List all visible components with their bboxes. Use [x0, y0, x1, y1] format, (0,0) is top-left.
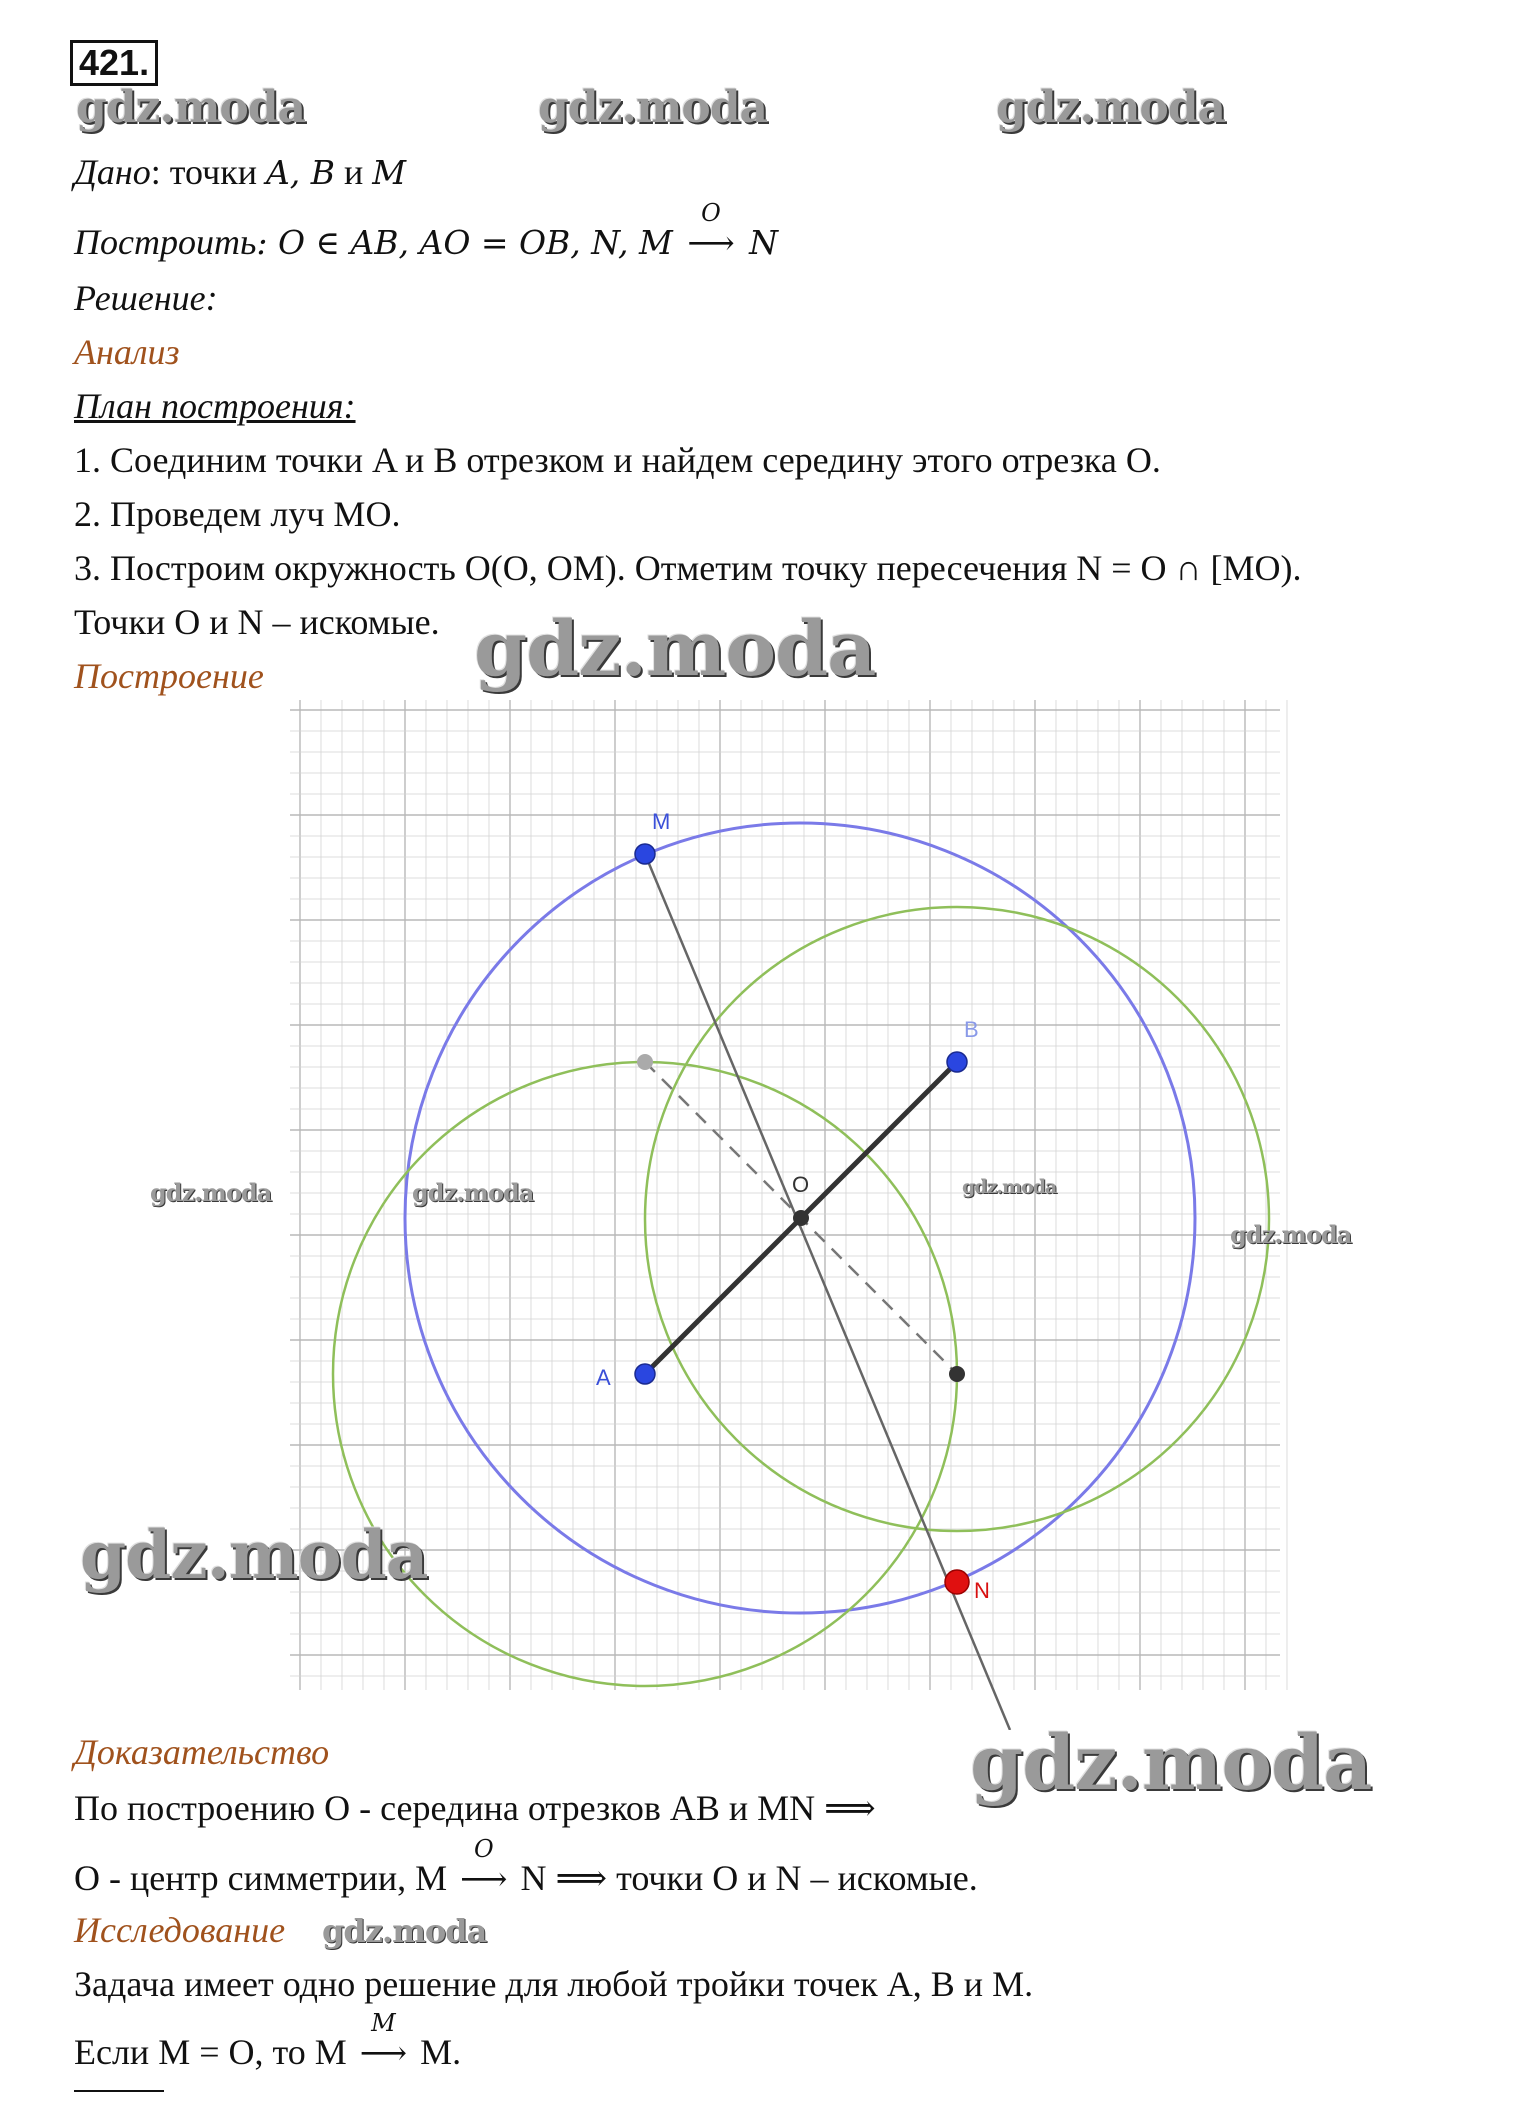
- point-m: [635, 844, 655, 864]
- analysis-label: Анализ: [74, 332, 180, 372]
- label-a: A: [596, 1365, 611, 1390]
- aux-point: [949, 1366, 965, 1382]
- watermark: gdz.moda: [538, 82, 768, 133]
- watermark: gdz.moda: [996, 82, 1226, 133]
- research-arrow-glyph: ⟶: [359, 2033, 408, 2072]
- construct-label: Построить: [74, 222, 257, 262]
- label-m: M: [652, 809, 671, 834]
- watermark: gdz.moda: [970, 1718, 1372, 1807]
- construction-label: Построение: [74, 656, 264, 696]
- proof-label: Доказательство: [74, 1732, 330, 1772]
- watermark: gdz.moda: [474, 604, 876, 693]
- point-a: [635, 1364, 655, 1384]
- problem-number: 421.: [70, 40, 158, 86]
- construct-arrow: [687, 199, 735, 265]
- proof-line-1: По построению O - середина отрезков AB и MN ⟹: [74, 1788, 876, 1828]
- point-b: [947, 1052, 967, 1072]
- point-o: [793, 1210, 809, 1226]
- plan-step-2: 2. Проведем луч MO.: [74, 494, 401, 534]
- footer-rule: [74, 2090, 164, 2092]
- research-line-1: Задача имеет одно решение для любой тройки точек A, B и M.: [74, 1964, 1034, 2004]
- proof-arrow-glyph: ⟶: [460, 1859, 508, 1898]
- plan-label: План построения:: [74, 386, 356, 426]
- watermark: gdz.moda: [962, 1176, 1057, 1198]
- watermark: gdz.moda: [150, 1178, 272, 1207]
- given-text: : точки: [150, 152, 266, 192]
- research-line-2-start: Если M = O, то M: [74, 2032, 356, 2072]
- watermark: gdz.moda: [80, 1516, 428, 1594]
- research-arrow: [359, 2009, 408, 2075]
- watermark: gdz.moda: [412, 1178, 534, 1207]
- plan-step-1: 1. Соединим точки A и B отрезком и найдем середину этого отрезка O.: [74, 440, 1161, 480]
- label-n: N: [974, 1578, 990, 1603]
- given-line: [74, 150, 406, 195]
- construct-text: : O ∈ AB, AO = OB, N, M: [256, 223, 684, 262]
- proof-line-2: [74, 1835, 978, 1901]
- watermark: gdz.moda: [322, 1912, 487, 1950]
- construct-arrow-glyph: ⟶: [687, 223, 735, 262]
- construction-figure: [290, 700, 1300, 1730]
- label-o: O: [792, 1172, 810, 1197]
- construct-arrow-over: O: [701, 199, 721, 227]
- research-label: Исследование: [74, 1910, 286, 1950]
- research-arrow-over: M: [371, 2009, 396, 2037]
- proof-line-2-start: O - центр симметрии, M: [74, 1858, 457, 1898]
- research-line-2-end: M.: [411, 2032, 462, 2072]
- proof-arrow-over: O: [473, 1835, 494, 1863]
- green-circle-b: [645, 907, 1269, 1531]
- watermark: gdz.moda: [76, 82, 306, 133]
- plan-conclusion: Точки O и N – искомые.: [74, 602, 440, 642]
- given-and: и: [335, 152, 373, 192]
- construct-line: [74, 199, 779, 265]
- proof-line-2-end: N ⟹ точки O и N – искомые.: [511, 1858, 978, 1898]
- plan-step-3: 3. Построим окружность O(O, OM). Отметим точку пересечения N = O ∩ [MO).: [74, 548, 1302, 588]
- construct-target: N: [738, 223, 779, 262]
- given-last: M: [372, 153, 407, 192]
- given-label: Дано: [74, 152, 151, 192]
- point-n: [945, 1570, 969, 1594]
- label-b: B: [964, 1017, 979, 1042]
- proof-arrow: [460, 1835, 508, 1901]
- watermark: gdz.moda: [1230, 1220, 1352, 1249]
- given-points: A, B: [265, 153, 336, 192]
- solution-label: Решение:: [74, 278, 218, 318]
- research-line-2: [74, 2009, 462, 2075]
- aux-point: [637, 1054, 653, 1070]
